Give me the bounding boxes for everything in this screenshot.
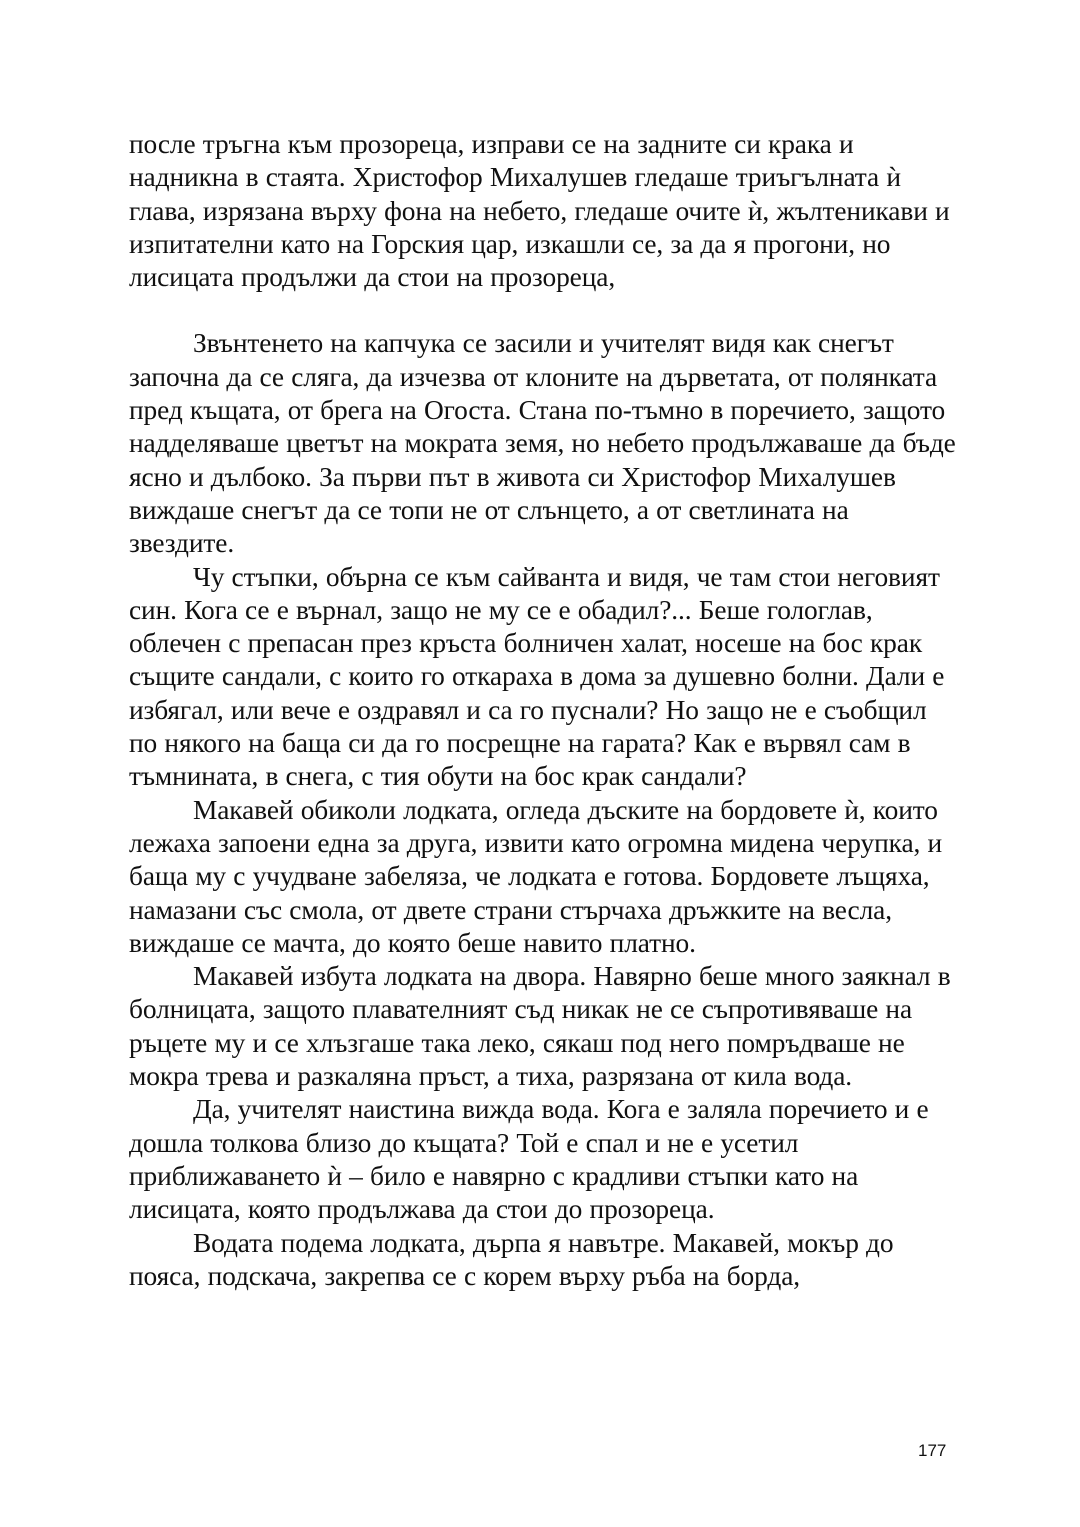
paragraph-2: Звънтенето на капчука се засили и учителят видя как снегът започна да се сляга, да изчезва от клоните на дърветата, от полянката пред къщата, от брега на Огоста. Стана по-тъмно в поречието, защото надделяваше цветът на мократа земя, но небето продължаваше да бъде ясно и дълбоко. За първи път в живота си Христофор Михалушев виждаше снегът да се топи не от слънцето, а от светлината на звездите. (129, 328, 956, 559)
paragraph-3: Чу стъпки, обърна се към сайванта и видя, че там стои неговият син. Кога се е върнал, защо не му се е обадил?... Беше гологлав, облечен с препасан през кръста болничен халат, носеше на бос крак същите сандали, с които го откараха в дома за душевно болни. Дали е избягал, или вече е оздравял и са го пуснали? Но защо не е съобщил по някого на баща си да го посрещне на гарата? Как е вървял сам в тъмнината, в снега, с тия обути на бос крак сандали? (129, 561, 945, 792)
page-number: 177 (918, 1441, 947, 1460)
paragraph-6: Да, учителят наистина вижда вода. Кога е заляла поречието и е дошла толкова близо до къщата? Той е спал и не е усетил приближаването ѝ – било е навярно с крадливи стъпки като на лисицата, която продължава да стои до прозореца. (129, 1094, 929, 1225)
paragraph-1: после тръгна към прозореца, изправи се на задните си крака и надникна в стаята. Христофор Михалушев гледаше триъгълната ѝ глава, изрязана върху фона на небето, гледаше очите ѝ, жълтеникави и изпитателни като на Горския цар, изкашли се, за да я прогони, но лисицата продължи да стои на прозореца, (129, 129, 950, 293)
paragraph-7: Водата подема лодката, дърпа я навътре. Макавей, мокър до пояса, подскача, закрепва се с корем върху ръба на борда, (129, 1227, 894, 1291)
page-body (129, 128, 959, 1293)
paragraph-4: Макавей обиколи лодката, огледа дъските на бордовете ѝ, които лежаха запоени една за друга, извити като огромна мидена черупка, и баща му с учудване забеляза, че лодката е готова. Бордовете лъщяха, намазани със смола, от двете страни стърчаха дръжките на весла, виждаше се мачта, до която беше навито платно. (129, 794, 943, 958)
paragraph-5: Макавей избута лодката на двора. Навярно беше много заякнал в болницата, защото плавателният съд никак не се съпротивяваше на ръцете му и се хлъзгаше така леко, сякаш под него помръдваше не мокра трева и разкаляна пръст, а тиха, разрязана от кила вода. (129, 961, 951, 1092)
